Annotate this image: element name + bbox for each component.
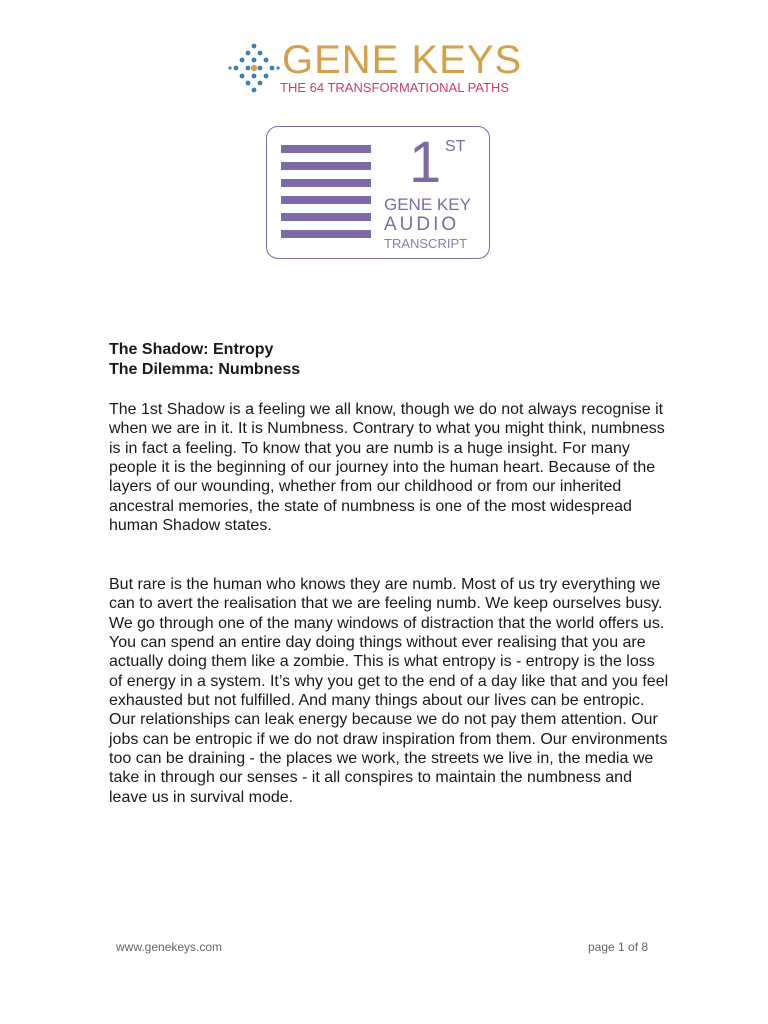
gene-keys-logo-icon [226,40,282,96]
paragraph-1: The 1st Shadow is a feeling we all know, though we do not always recognise it when we are in it. It is Numbness. Contrary to what you might think, numbness is in fact a feeling. To know that you are numb is a huge insight. For many people it is the beginning of our journey into the human heart. Because of the layers of our wounding, whether from our childhood or from our inherited ancestral memories, the state of numbness is one of the most widespread human Shadow states. [109,401,665,535]
dilemma-title: The Dilemma: Numbness [109,360,301,378]
paragraph-2: But rare is the human who knows they are numb. Most of us try everything we can to avert the realisation that we are feeling numb. We keep ourselves busy. We go through one of the many windows of distraction that the world offers us. You can spend an entire day doing things without ever realising that you are actually doing them like a zombie. This is what entropy is - entropy is the loss of energy in a system. It’s why you get to the end of a day like that and you feel exhausted but not fulfilled. And many things about our lives can be entropic. Our relationships can leak energy because we do not pay them attention. Our jobs can be entropic if we do not draw inspiration from them. Our environments too can be draining - the places we work, the streets we live in, the media we take in through our senses - it all conspires to maintain the numbness and leave us in survival mode. [109,576,669,806]
gene-key-ordinal-suffix: ST [445,138,466,155]
section-heading [109,340,669,379]
audio-transcript-badge [266,126,490,259]
shadow-title: The Shadow: Entropy [109,341,274,358]
hexagram-icon [281,145,371,241]
badge-gene-key-label: GENE KEY [384,195,471,214]
brand-tagline: THE 64 TRANSFORMATIONAL PATHS [280,80,509,95]
footer-website-link[interactable]: www.genekeys.com [116,940,223,954]
badge-transcript-label: TRANSCRIPT [384,236,468,251]
badge-audio-label: AUDIO [384,214,460,235]
brand-name: GENE KEYS [282,38,523,82]
gene-keys-logo [226,38,546,98]
gene-key-number: 1 [409,130,442,195]
footer-page-number: page 1 of 8 [588,940,649,954]
